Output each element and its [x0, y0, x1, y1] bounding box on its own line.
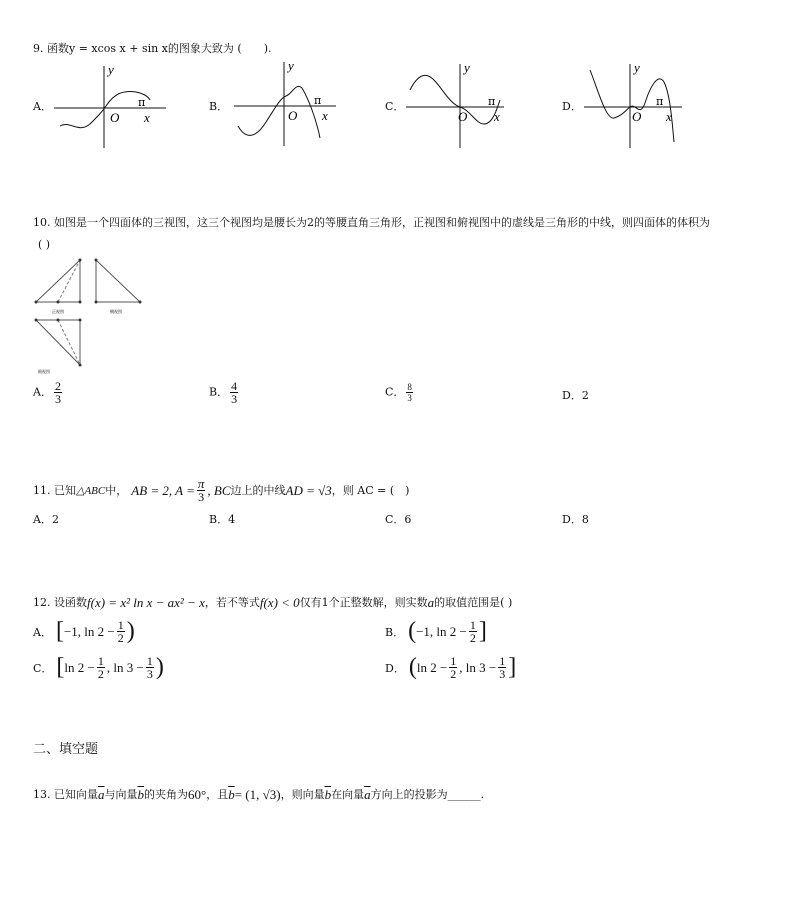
q10-stem: 10. 如图是一个四面体的三视图，这三个视图均是腰长为2的等腰直角三角形，正视图和俯视图中的虚线是三角形的中线，则四面体的体积为 [33, 216, 710, 229]
q10-option-b: B． $\frac{4}{3}$ [209, 379, 238, 406]
graph-d-origin: O [632, 109, 642, 124]
q11-option-a: A．2 [33, 513, 59, 526]
q11-stem: 11. 已知 △ABC 中， AB = 2, A = $\frac{\pi}{3}$ , BC 边上的中线 AD = √3 ，则 AC = ( ) [33, 476, 410, 504]
graph-c-y-label: y [464, 60, 470, 75]
q12-option-c: C． [ ln 2 − $\frac{1}{2}$ , ln 3 − $\frac{1}{3}$ ) [33, 654, 164, 681]
q9-graph-b [232, 58, 342, 148]
graph-c-origin: O [458, 109, 468, 124]
graph-a-pi: π [138, 96, 146, 109]
graph-b-pi: π [314, 94, 322, 107]
q9-stem: 9. 函数y = xcos x + sin x的图象大致为 ( ). [33, 42, 272, 55]
q11-option-b: B．4 [209, 513, 236, 526]
q9-option-d-label: D． [562, 100, 582, 113]
q11-option-d: D．8 [562, 513, 589, 526]
q12-option-a: A． [ −1, ln 2 − $\frac{1}{2}$ ) [33, 618, 135, 645]
q13-stem: 13. 已知向量 $\overline{a}$ 与向量 $\overline{b}$ 的夹角为 60° ，且 $\overline{b}$ = (1, √3) ，则向量 $\overline{b}$ 在向量 $\overline{a}$ 方向上的投影为______. [33, 787, 485, 802]
graph-b-y-label: y [288, 58, 294, 73]
q10-option-d: D．2 [562, 389, 589, 402]
graph-a-origin: O [110, 110, 120, 125]
graph-c-pi: π [488, 95, 496, 108]
section-title-fill-in: 二、填空题 [33, 742, 99, 757]
view-label-top: 俯视图 [38, 369, 50, 374]
q10-three-views [30, 255, 155, 375]
q9-option-a-label: A． [33, 100, 52, 113]
graph-d-y-label: y [634, 60, 640, 75]
q12-option-d: D． ( ln 2 − $\frac{1}{2}$ , ln 3 − $\frac{1}{3}$ ] [385, 654, 517, 681]
q9-option-c-label: C． [385, 100, 405, 113]
graph-a-y-label: y [108, 62, 114, 77]
graph-c-x-label: x [494, 109, 500, 124]
view-label-side: 侧视图 [110, 309, 122, 314]
graph-d-x-label: x [666, 109, 672, 124]
graph-b-x-label: x [322, 108, 328, 123]
q12-option-b: B． ( −1, ln 2 − $\frac{1}{2}$ ] [385, 618, 487, 645]
q9-graph-a [50, 62, 170, 152]
graph-d-pi: π [656, 95, 664, 108]
q9-option-b-label: B． [209, 100, 229, 113]
graph-b-origin: O [288, 108, 298, 123]
q9-graph-d [580, 60, 690, 150]
q10-option-a: A． $\frac{2}{3}$ [33, 379, 61, 406]
q11-option-c: C．6 [385, 513, 412, 526]
q12-stem: 12. 设函数 f(x) = x² ln x − ax² − x ，若不等式 f(x) < 0 仅有1个正整数解，则实数 a 的取值范围是( ) [33, 595, 513, 610]
q10-option-c: C． $\frac{8}{3}$ [385, 382, 412, 403]
q9-graph-c [404, 60, 514, 150]
q10-stem-cont: ( ) [38, 238, 51, 251]
view-label-front: 正视图 [52, 309, 64, 314]
graph-a-x-label: x [144, 110, 150, 125]
